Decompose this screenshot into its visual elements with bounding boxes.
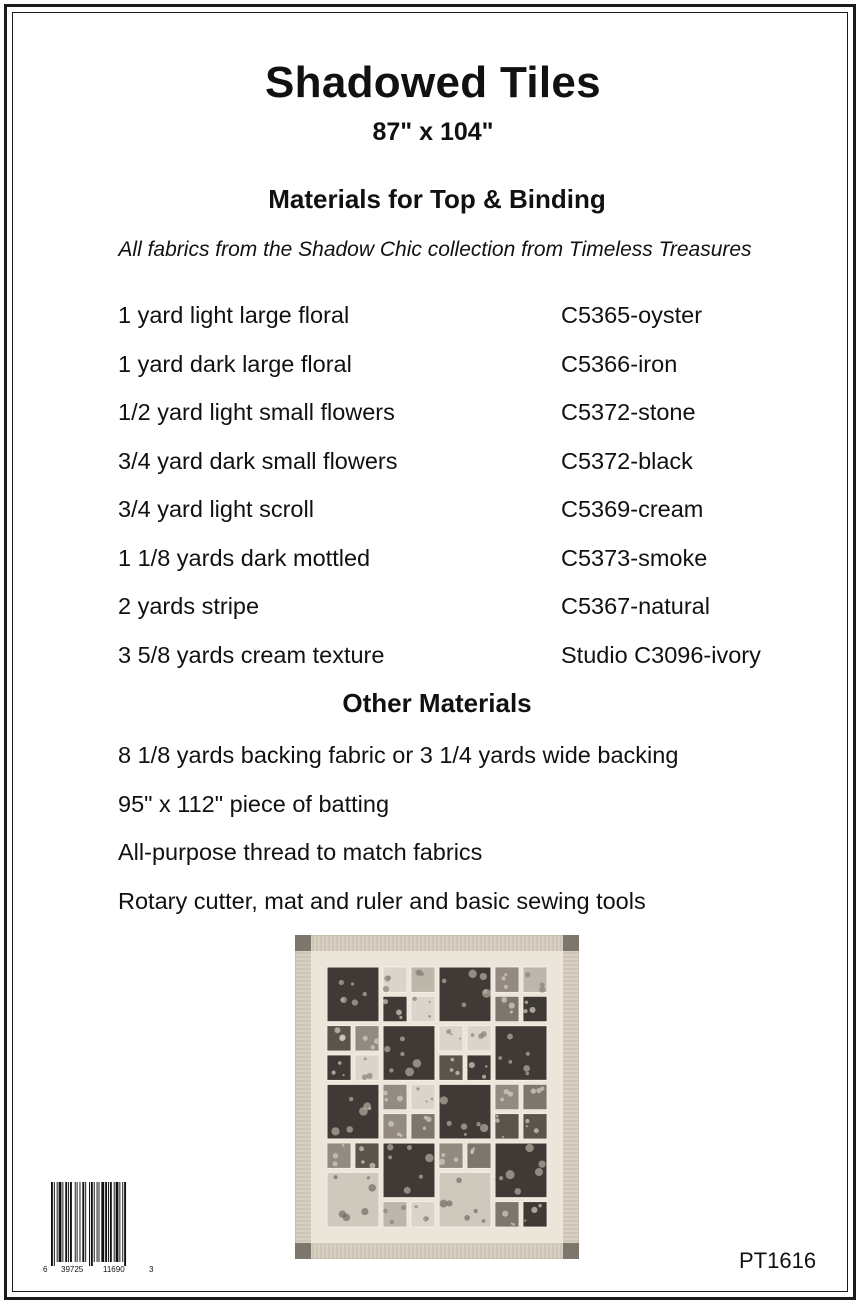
other-material-item: Rotary cutter, mat and ruler and basic sewing tools xyxy=(118,887,646,914)
material-description: 1 1/8 yards dark mottled xyxy=(118,544,371,571)
materials-list xyxy=(118,302,818,690)
barcode-bar xyxy=(68,1182,69,1262)
pattern-title: Shadowed Tiles xyxy=(265,58,601,107)
barcode-bar xyxy=(110,1182,112,1262)
barcode-bar xyxy=(51,1182,53,1266)
barcode-bar xyxy=(70,1182,72,1262)
barcode-digit: 3 xyxy=(149,1265,154,1274)
material-row xyxy=(118,351,818,400)
barcode-bar xyxy=(124,1182,126,1266)
material-description: 1 yard light large floral xyxy=(118,302,350,328)
material-row xyxy=(118,496,818,545)
barcode-bar xyxy=(62,1182,63,1262)
barcode-bar xyxy=(122,1182,123,1262)
barcode-digits: 39725 xyxy=(61,1265,84,1274)
material-description: 3/4 yard light scroll xyxy=(118,496,314,522)
barcode-bar xyxy=(82,1182,84,1262)
barcode-bar xyxy=(54,1182,55,1266)
other-materials-heading: Other Materials xyxy=(342,688,532,718)
pattern-id: PT1616 xyxy=(739,1248,817,1273)
barcode-bar xyxy=(97,1182,98,1262)
fabric-code: C5373-smoke xyxy=(561,544,708,571)
material-description: 3 5/8 yards cream texture xyxy=(118,641,385,668)
quilt-size: 87" x 104" xyxy=(372,118,494,146)
material-row xyxy=(118,448,818,497)
fabric-code: C5366-iron xyxy=(561,350,678,377)
barcode-digits: 11690 xyxy=(103,1265,125,1274)
barcode-bar xyxy=(85,1182,86,1262)
fabric-code: C5367-natural xyxy=(561,593,710,619)
other-material-item: All-purpose thread to match fabrics xyxy=(118,839,483,865)
barcode xyxy=(41,1180,157,1274)
fabric-code: C5372-black xyxy=(561,447,693,474)
materials-heading: Materials for Top & Binding xyxy=(268,184,606,214)
barcode-bar xyxy=(108,1182,109,1262)
barcode-bar xyxy=(119,1182,120,1262)
other-material-item: 95" x 112" piece of batting xyxy=(118,790,390,817)
collection-note: All fabrics from the Shadow Chic collection from Timeless Treasures xyxy=(118,238,752,261)
barcode-bar xyxy=(59,1182,62,1262)
other-materials-list xyxy=(118,742,818,936)
material-description: 3/4 yard dark small flowers xyxy=(118,447,398,474)
material-row xyxy=(118,399,818,448)
barcode-bar xyxy=(80,1182,81,1262)
fabric-code: C5369-cream xyxy=(561,496,704,522)
fabric-code: Studio C3096-ivory xyxy=(561,641,761,668)
quilt-image xyxy=(295,935,579,1259)
barcode-bar xyxy=(116,1182,119,1262)
barcode-bar xyxy=(91,1182,93,1266)
barcode-bar xyxy=(57,1182,58,1262)
barcode-bar xyxy=(105,1182,107,1262)
material-description: 2 yards stripe xyxy=(118,593,260,619)
barcode-bar xyxy=(94,1182,95,1262)
barcode-bar xyxy=(75,1182,76,1262)
barcode-bar xyxy=(89,1182,90,1266)
fabric-code: C5365-oyster xyxy=(561,302,703,328)
material-row xyxy=(118,642,818,691)
fabric-code: C5372-stone xyxy=(561,399,696,425)
material-row xyxy=(118,545,818,594)
material-row xyxy=(118,302,818,351)
material-description: 1 yard dark large floral xyxy=(118,350,352,377)
barcode-bar xyxy=(101,1182,104,1262)
barcode-bar xyxy=(99,1182,100,1262)
barcode-bar xyxy=(77,1182,78,1262)
barcode-digit: 6 xyxy=(43,1265,48,1274)
barcode-bar xyxy=(114,1182,115,1262)
material-row xyxy=(118,593,818,642)
barcode-bar xyxy=(65,1182,67,1262)
material-description: 1/2 yard light small flowers xyxy=(118,399,395,425)
other-material-item: 8 1/8 yards backing fabric or 3 1/4 yards wide backing xyxy=(118,742,679,768)
